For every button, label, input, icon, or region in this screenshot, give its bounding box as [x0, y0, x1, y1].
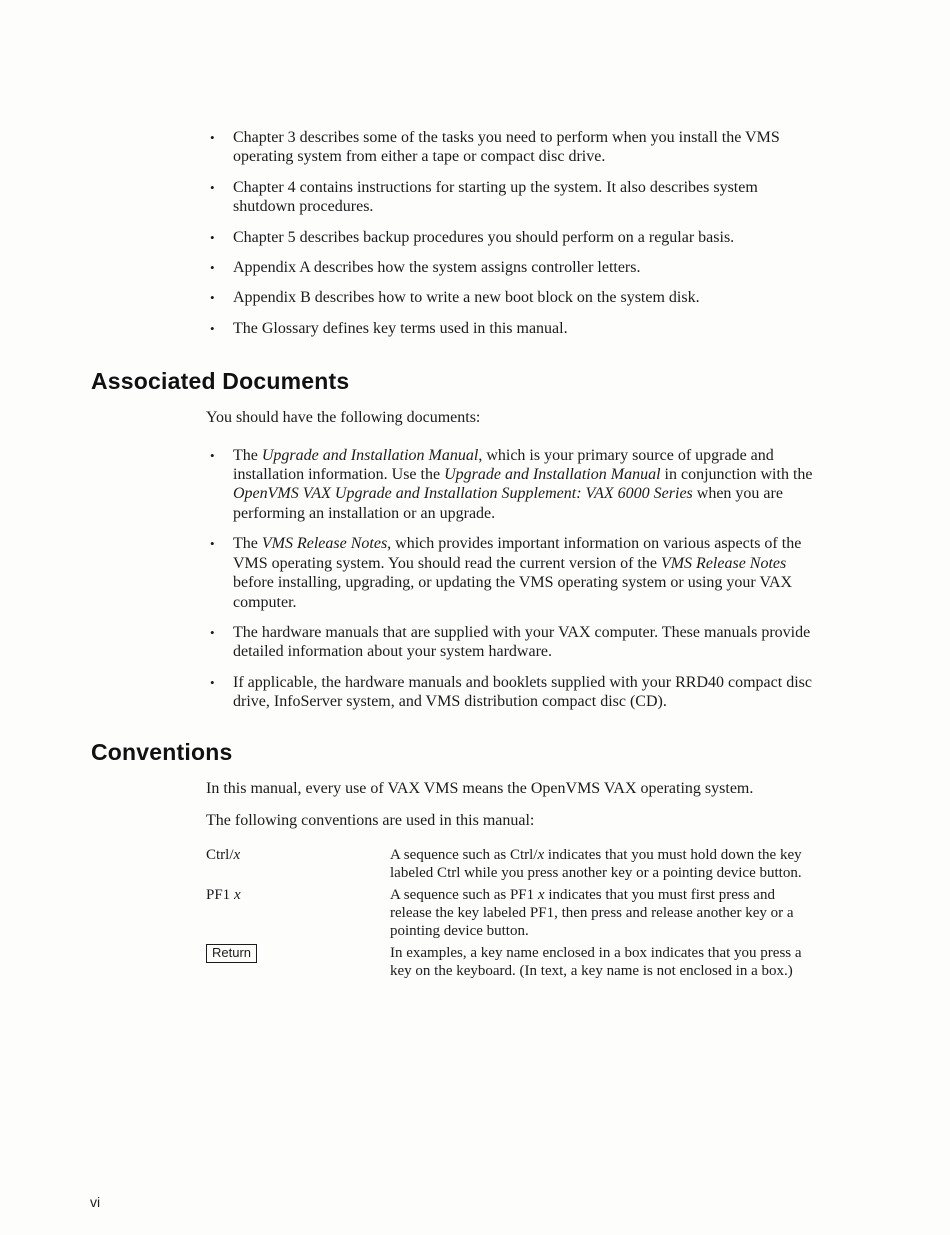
list-item-text: The hardware manuals that are supplied with your VAX computer. These manuals provide detailed information about your system hardware.: [233, 623, 811, 661]
convention-term-text: Ctrl/x: [206, 847, 241, 864]
list-item-text: Appendix B describes how to write a new boot block on the system disk.: [233, 289, 700, 307]
bullet-icon: •: [210, 229, 215, 245]
convention-row-return: [206, 944, 950, 980]
bullet-icon: •: [210, 674, 215, 690]
chapter-overview-list: [210, 128, 816, 338]
bullet-icon: •: [210, 536, 215, 552]
list-item-text: Chapter 3 describes some of the tasks you need to perform when you install the VMS operating system from either a tape or compact disc drive.: [233, 129, 780, 166]
list-item: [210, 288, 816, 307]
list-item: [210, 258, 816, 277]
convention-term: [206, 886, 390, 940]
bullet-icon: •: [210, 130, 215, 145]
bullet-icon: •: [210, 260, 215, 276]
list-item: [210, 446, 816, 524]
bullet-icon: •: [210, 447, 215, 463]
convention-row-ctrl: [206, 846, 950, 882]
return-keycap: Return: [206, 944, 257, 963]
page-number: vi: [90, 1194, 101, 1210]
list-item: [210, 534, 816, 612]
list-item-text: If applicable, the hardware manuals and booklets supplied with your RRD40 compact disc drive, InfoServer system, and VMS distribution compact disc (CD).: [233, 673, 812, 711]
convention-row-pf1: [206, 886, 950, 940]
conventions-paragraph: In this manual, every use of VAX VMS means the OpenVMS VAX operating system.: [206, 779, 754, 797]
bullet-icon: •: [210, 320, 215, 336]
list-item-text: The Glossary defines key terms used in this manual.: [233, 319, 568, 337]
list-item: [210, 178, 816, 217]
list-item: [210, 623, 816, 662]
list-item: [210, 319, 816, 338]
convention-definition: In examples, a key name enclosed in a box indicates that you press a key on the keyboard. (In text, a key name is not enclosed in a box.): [390, 945, 802, 980]
list-item-text: Appendix A describes how the system assigns controller letters.: [233, 259, 641, 277]
convention-term: [206, 846, 390, 882]
conventions-definition-list: [206, 846, 950, 980]
associated-documents-list: [210, 446, 816, 712]
convention-definition: A sequence such as PF1 x indicates that you must first press and release the key labeled PF1, then press and release another key or a pointing device button.: [390, 887, 794, 940]
bullet-icon: •: [210, 624, 215, 640]
list-item-text: Chapter 4 contains instructions for starting up the system. It also describes system shutdown procedures.: [233, 178, 758, 216]
list-item: [210, 673, 816, 712]
list-item: [210, 228, 816, 247]
associated-documents-intro: You should have the following documents:: [206, 409, 481, 427]
conventions-paragraph: The following conventions are used in this manual:: [206, 811, 535, 829]
convention-term: [206, 944, 390, 980]
bullet-icon: •: [210, 290, 215, 306]
list-item-text: Chapter 5 describes backup procedures you should perform on a regular basis.: [233, 228, 735, 246]
convention-definition: A sequence such as Ctrl/x indicates that you must hold down the key labeled Ctrl while you press another key or a pointing device button.: [390, 847, 802, 882]
section-heading-associated-documents: Associated Documents: [91, 368, 350, 395]
convention-term-text: PF1 x: [206, 887, 241, 904]
list-item: [210, 128, 816, 167]
section-heading-conventions: Conventions: [91, 738, 233, 765]
list-item-text: The VMS Release Notes, which provides important information on various aspects of the VMS operating system. You should read the current version of the VMS Release Notes before installing, upgrading, or updating the VMS operating system or using your VAX computer.: [233, 535, 802, 611]
bullet-icon: •: [210, 179, 215, 195]
list-item-text: The Upgrade and Installation Manual, which is your primary source of upgrade and installation information. Use the Upgrade and Installation Manual in conjunction with the OpenVMS VAX Upgrade and Installation Supplement: VAX 6000 Series when you are performing an installation or an upgrade.: [233, 446, 813, 522]
